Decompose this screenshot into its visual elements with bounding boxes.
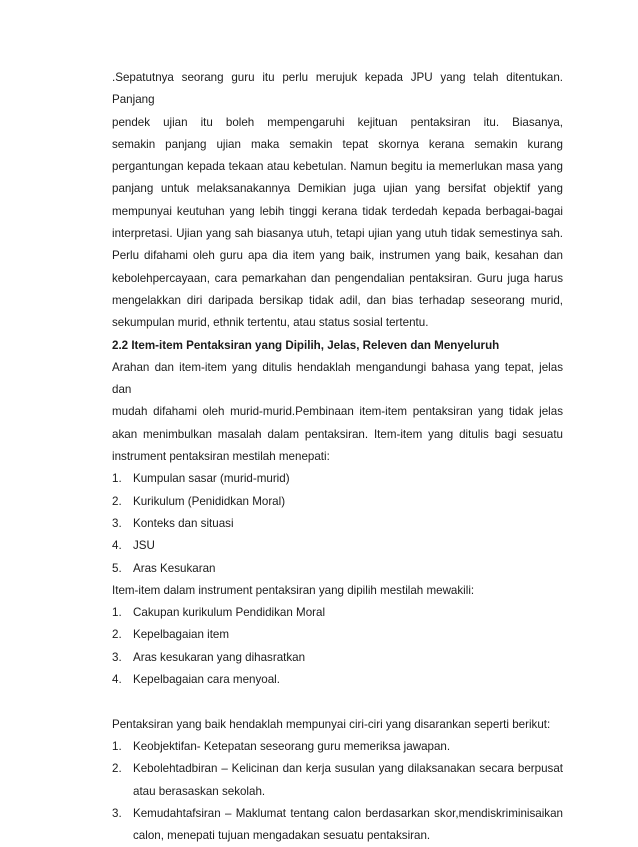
list-item-line: Keobjektifan- Ketepatan seseorang guru memeriksa jawapan.: [133, 739, 451, 753]
paragraph-jpu: [112, 67, 563, 335]
list-item-text: Cakupan kurikulum Pendidikan Moral: [133, 606, 326, 620]
list-item: [112, 513, 563, 535]
list-item-text: Kurikulum (Penididkan Moral): [133, 494, 286, 508]
list-item: [112, 736, 563, 758]
paragraph-line: mudah difahami oleh murid-murid.Pembinaan item-item pentaksiran yang tidak jelas: [112, 405, 563, 419]
list-item-text: Kepelbagaian cara menyoal.: [133, 673, 280, 687]
paragraph-line: akan menimbulkan masalah dalam pentaksiran. Item-item yang ditulis bagi sesuatu: [112, 427, 563, 441]
list-item-number: 3.: [112, 806, 122, 820]
paragraph-line: interpretasi. Ujian yang sah biasanya utuh, tetapi ujian yang utuh tidak semestinya sah.: [112, 227, 563, 241]
list-item-text: [133, 758, 563, 803]
list-item-number: 2.: [112, 628, 122, 642]
list-item: [112, 758, 563, 803]
characteristics-list: [112, 736, 563, 847]
list-item: [112, 624, 563, 646]
section-heading: 2.2 Item-item Pentaksiran yang Dipilih, Jelas, Releven dan Menyeluruh: [112, 338, 500, 352]
paragraph-line: kebolehpercayaan, cara pemarkahan dan pengendalian pentaksiran. Guru juga harus: [112, 271, 563, 285]
document-page: [112, 67, 563, 847]
list-intro: Pentaksiran yang baik hendaklah mempunyai ciri-ciri yang disarankan seperti berikut:: [112, 717, 551, 731]
list-item-text: Aras kesukaran yang dihasratkan: [133, 650, 306, 664]
list-item-text: Kumpulan sasar (murid-murid): [133, 472, 290, 486]
paragraph-line: Arahan dan item-item yang ditulis hendaklah mengandungi bahasa yang tepat, jelas dan: [112, 360, 563, 397]
paragraph-line: Perlu difahami oleh guru apa dia item yang baik, instrumen yang baik, kesahan dan: [112, 249, 563, 263]
list-item-number: 4.: [112, 539, 122, 553]
list-item: [112, 647, 563, 669]
blank-line: [112, 691, 563, 713]
list-item-line: Kemudahtafsiran – Maklumat tentang calon berdasarkan skor,mendiskriminisaikan: [133, 806, 563, 820]
paragraph-line: mengelakkan diri daripada bersikap tidak adil, dan bias terhadap seseorang murid,: [112, 293, 563, 307]
paragraph-arahan: [112, 357, 563, 468]
list-item: [112, 535, 563, 557]
list-item: [112, 669, 563, 691]
paragraph-line: mempunyai keutuhan yang lebih tinggi kerana tidak terdedah kepada berbagai-bagai: [112, 204, 563, 218]
list-item-number: 2.: [112, 762, 122, 776]
list-item-number: 1.: [112, 739, 122, 753]
paragraph-line: semakin panjang ujian maka semakin tepat skornya kerana semakin kurang: [112, 137, 563, 151]
list-item-number: 3.: [112, 650, 122, 664]
paragraph-line: sekumpulan murid, ethnik tertentu, atau status sosial tertentu.: [112, 316, 429, 330]
list-item: [112, 803, 563, 847]
list-item-number: 2.: [112, 494, 122, 508]
list-item: [112, 602, 563, 624]
list-item-line: atau berasaskan sekolah.: [133, 784, 266, 798]
list-item: [112, 558, 563, 580]
list-item-text: Konteks dan situasi: [133, 516, 234, 530]
list-item: [112, 468, 563, 490]
list-item-number: 5.: [112, 561, 122, 575]
list-item-number: 4.: [112, 673, 122, 687]
paragraph-line: .Sepatutnya seorang guru itu perlu merujuk kepada JPU yang telah ditentukan. Panjang: [112, 71, 563, 107]
list-item-text: [133, 736, 563, 758]
paragraph-line: instrument pentaksiran mestilah menepati:: [112, 450, 330, 464]
list-item-number: 1.: [112, 472, 122, 486]
list-item-text: Kepelbagaian item: [133, 628, 230, 642]
list-item-number: 1.: [112, 606, 122, 620]
list-item-number: 3.: [112, 516, 122, 530]
paragraph-line: pendek ujian itu boleh mempengaruhi kejituan pentaksiran itu. Biasanya,: [112, 115, 563, 129]
list-item-line: calon, menepati tujuan mengadakan sesuatu pentaksiran.: [133, 829, 431, 843]
criteria-list: [112, 468, 563, 579]
paragraph-line: panjang untuk melaksanakannya Demikian juga ujian yang bersifat objektif yang: [112, 182, 563, 196]
list-intro: Item-item dalam instrument pentaksiran yang dipilih mestilah mewakili:: [112, 583, 475, 597]
list-item-text: JSU: [133, 539, 155, 553]
list-item-text: Aras Kesukaran: [133, 561, 216, 575]
coverage-list: [112, 602, 563, 691]
list-item-text: [133, 803, 563, 847]
list-item-line: Kebolehtadbiran – Kelicinan dan kerja susulan yang dilaksanakan secara berpusat: [133, 762, 563, 776]
paragraph-line: pergantungan kepada tekaan atau kebetulan. Namun begitu ia memerlukan masa yang: [112, 160, 563, 174]
list-item: [112, 491, 563, 513]
